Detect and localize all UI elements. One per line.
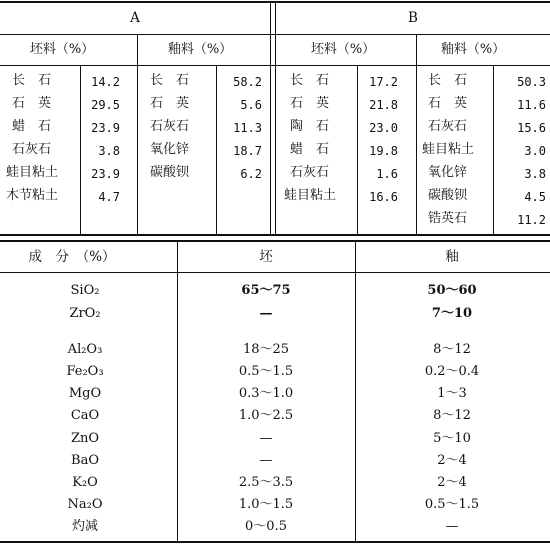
material-value: 3.0 xyxy=(524,144,546,158)
material-value: 3.8 xyxy=(98,144,120,158)
body-range: 0～0.5 xyxy=(245,519,287,534)
body-range: — xyxy=(259,306,273,321)
glaze-range: 7～10 xyxy=(431,306,473,321)
material-name: 陶 石 xyxy=(290,119,330,134)
body-range: 18～25 xyxy=(242,342,290,357)
material-name: 长 石 xyxy=(12,73,52,88)
glaze-range: 8～12 xyxy=(433,342,471,357)
component-name: MgO xyxy=(68,386,102,401)
component-name: SiO₂ xyxy=(70,283,100,298)
material-name: 石 英 xyxy=(12,96,52,111)
material-name: 木节粘土 xyxy=(6,188,59,203)
material-value: 15.6 xyxy=(517,121,546,135)
material-name: 锆英石 xyxy=(428,211,468,226)
glaze-range: 50～60 xyxy=(427,283,477,298)
material-name: 石 英 xyxy=(428,96,468,111)
glaze-range: 2～4 xyxy=(437,453,467,468)
component-name: ZnO xyxy=(70,431,100,446)
material-value: 50.3 xyxy=(517,75,546,89)
glaze-range: 5～10 xyxy=(433,431,471,446)
material-value: 6.2 xyxy=(240,167,262,181)
composition-column-divider xyxy=(355,242,356,541)
material-value: 19.8 xyxy=(369,144,398,158)
value-divider xyxy=(493,66,494,234)
material-name: 石 英 xyxy=(290,96,330,111)
material-value: 23.0 xyxy=(369,121,398,135)
a-glaze-header: 釉料（%） xyxy=(167,42,233,57)
top-table-bottom-rule xyxy=(0,234,550,236)
material-value: 29.5 xyxy=(91,98,120,112)
value-divider xyxy=(357,66,358,234)
glaze-header: 釉 xyxy=(445,249,459,265)
material-value: 11.2 xyxy=(517,213,546,227)
component-name: CaO xyxy=(70,408,100,423)
material-name: 蜡 石 xyxy=(12,119,52,134)
glaze-range: 2～4 xyxy=(437,475,467,490)
component-name: BaO xyxy=(71,453,99,468)
material-value: 16.6 xyxy=(369,190,398,204)
glaze-range: 0.2～0.4 xyxy=(424,364,480,379)
material-value: 11.3 xyxy=(233,121,262,135)
material-name: 蛙目粘土 xyxy=(284,188,337,203)
b-body-header: 坯料（%） xyxy=(310,42,376,57)
body-range: — xyxy=(259,453,273,468)
body-header: 坯 xyxy=(259,249,273,265)
material-name: 氧化锌 xyxy=(150,142,190,157)
section-divider xyxy=(270,2,271,234)
body-range: 1.0～1.5 xyxy=(238,497,294,512)
body-range: 0.3～1.0 xyxy=(238,386,294,401)
component-header: 成 分 （%） xyxy=(28,249,116,265)
material-value: 23.9 xyxy=(91,121,120,135)
material-value: 18.7 xyxy=(233,144,262,158)
material-value: 17.2 xyxy=(369,75,398,89)
a-body-header: 坯料（%） xyxy=(29,42,95,57)
composition-column-divider xyxy=(177,242,178,541)
component-name: ZrO₂ xyxy=(69,306,101,321)
column-divider xyxy=(416,35,417,234)
section-b-title: B xyxy=(408,10,418,26)
material-name: 石灰石 xyxy=(150,119,190,134)
material-value: 4.5 xyxy=(524,190,546,204)
material-value: 21.8 xyxy=(369,98,398,112)
body-range: 1.0～2.5 xyxy=(238,408,294,423)
material-value: 14.2 xyxy=(91,75,120,89)
composition-bottom-rule xyxy=(0,541,550,543)
component-name: Al₂O₃ xyxy=(67,342,103,357)
material-name: 氧化锌 xyxy=(428,165,468,180)
value-divider xyxy=(80,66,81,234)
material-name: 碳酸钡 xyxy=(150,165,190,180)
material-value: 5.6 xyxy=(240,98,262,112)
column-divider xyxy=(137,35,138,234)
glaze-range: 1～3 xyxy=(437,386,467,401)
material-name: 石灰石 xyxy=(428,119,468,134)
material-value: 4.7 xyxy=(98,190,120,204)
component-name: K₂O xyxy=(72,475,98,490)
material-name: 长 石 xyxy=(428,73,468,88)
material-name: 长 石 xyxy=(150,73,190,88)
glaze-range: 0.5～1.5 xyxy=(424,497,480,512)
body-range: 0.5～1.5 xyxy=(238,364,294,379)
component-name: 灼减 xyxy=(71,519,99,534)
material-value: 11.6 xyxy=(517,98,546,112)
material-value: 1.6 xyxy=(376,167,398,181)
body-range: — xyxy=(259,431,273,446)
b-glaze-header: 釉料（%） xyxy=(440,42,506,57)
glaze-range: 8～12 xyxy=(433,408,471,423)
material-name: 长 石 xyxy=(290,73,330,88)
body-range: 65～75 xyxy=(241,283,291,298)
material-value: 58.2 xyxy=(233,75,262,89)
section-divider xyxy=(275,2,276,234)
material-name: 石 英 xyxy=(150,96,190,111)
section-a-title: A xyxy=(130,10,140,26)
material-name: 蛙目粘土 xyxy=(6,165,59,180)
composition-top-rule xyxy=(0,240,550,242)
material-name: 蜡 石 xyxy=(290,142,330,157)
material-name: 碳酸钡 xyxy=(428,188,468,203)
glaze-range: — xyxy=(445,519,459,534)
body-range: 2.5～3.5 xyxy=(238,475,294,490)
composition-header-rule xyxy=(0,272,550,273)
component-name: Na₂O xyxy=(67,497,103,512)
material-name: 石灰石 xyxy=(12,142,52,157)
material-value: 3.8 xyxy=(524,167,546,181)
component-name: Fe₂O₃ xyxy=(66,364,104,379)
material-value: 23.9 xyxy=(91,167,120,181)
material-name: 蛙目粘土 xyxy=(422,142,475,157)
value-divider xyxy=(216,66,217,234)
material-name: 石灰石 xyxy=(290,165,330,180)
